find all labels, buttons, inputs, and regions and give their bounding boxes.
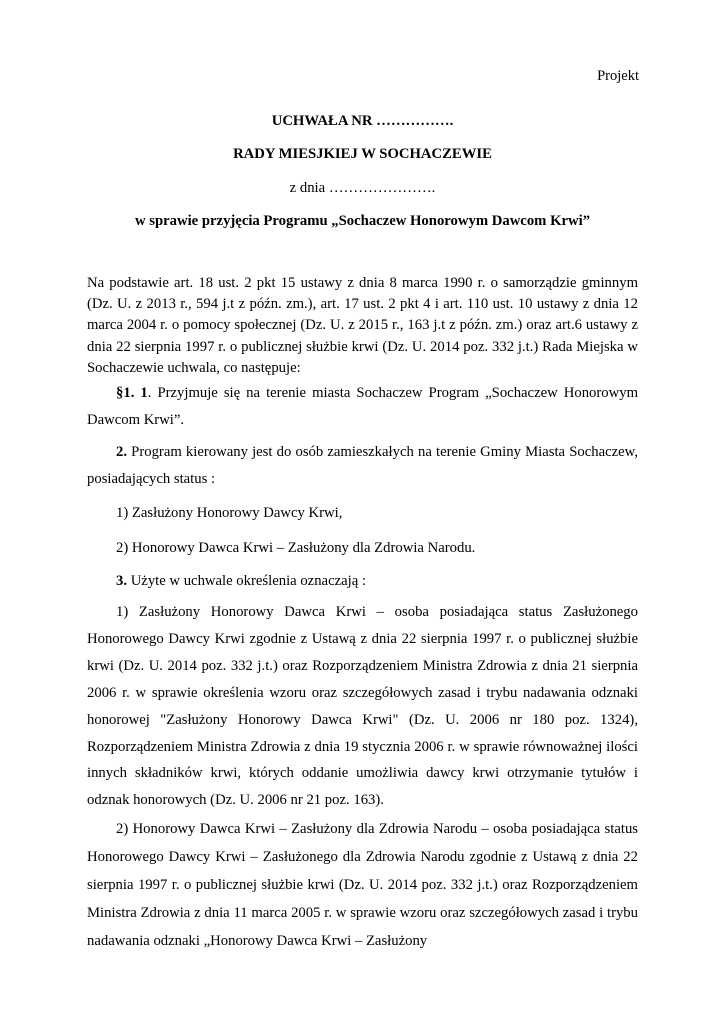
council-name: RADY MIESJKIEJ W SOCHACZEWIE xyxy=(233,146,492,162)
legal-basis-paragraph: Na podstawie art. 18 ust. 2 pkt 15 ustawy z dnia 8 marca 1990 r. o samorządzie gminnym (Dz. U. z 2013 r., 594 j.t z późn. zm.), art. 17 ust. 2 pkt 4 i art. 110 ust. 10 ustawy z dnia 12 marca 2004 r. o pomocy społecznej (Dz. U. z 2015 r., 163 j.t z późn. zm.) oraz art.6 ustawy z dnia 22 sierpnia 1997 r. o publicznej służbie krwi (Dz. U. 2014 poz. 332 j.t.) Rada Miejska w Sochaczewie uchwala, co następuje: xyxy=(87,275,638,376)
status-item: 2) Honorowy Dawca Krwi – Zasłużony dla Zdrowia Narodu. xyxy=(116,540,476,556)
point-3-paragraph xyxy=(87,568,638,595)
point-2-text: Program kierowany jest do osób zamieszkałych na terenie Gminy Miasta Sochaczew, posiadających status : xyxy=(87,444,638,487)
definition-paragraph: 1) Zasłużony Honorowy Dawca Krwi – osoba posiadająca status Zasłużonego Honorowego Dawcy Krwi zgodnie z Ustawą z dnia 22 sierpnia 1997 r. o publicznej służbie krwi (Dz. U. 2014 poz. 332 j.t.) oraz Rozporządzeniem Ministra Zdrowia z dnia 21 sierpnia 2006 r. w sprawie określenia wzoru oraz szczegółowych zasad i trybu nadawania odznaki honorowej "Zasłużony Honorowy Dawca Krwi" (Dz. U. 2006 nr 180 poz. 1324), Rozporządzeniem Ministra Zdrowia z dnia 19 stycznia 2006 r. w sprawie równoważnej ilości innych składników krwi, których oddanie umożliwia dawcy krwi otrzymanie tytułów i odznak honorowych (Dz. U. 2006 nr 21 poz. 163). xyxy=(87,604,638,809)
resolution-title: UCHWAŁA NR ……………. xyxy=(271,113,454,129)
point-2-label: 2. xyxy=(116,444,128,460)
point-3-label: 3. xyxy=(116,573,128,589)
projekt-label: Projekt xyxy=(597,68,639,84)
definition-paragraph: 2) Honorowy Dawca Krwi – Zasłużony dla Zdrowia Narodu – osoba posiadająca status Honorowego Dawcy Krwi – Zasłużonego dla Zdrowia Narodu zgodnie z Ustawą z dnia 22 sierpnia 1997 r. o publicznej służbie krwi (Dz. U. 2014 poz. 332 j.t.) oraz Rozporządzeniem Ministra Zdrowia z dnia 11 marca 2005 r. w sprawie wzoru oraz szczegółowych zasad i trybu nadawania odznaki „Honorowy Dawca Krwi – Zasłużony xyxy=(87,821,638,949)
point-3-text: Użyte w uchwale określenia oznaczają : xyxy=(127,573,366,589)
section-1-label: §1. 1 xyxy=(116,385,148,401)
section-1-text: . Przyjmuje się na terenie miasta Sochaczew Program „Sochaczew Honorowym Dawcom Krwi”. xyxy=(87,385,638,428)
resolution-subject: w sprawie przyjęcia Programu „Sochaczew Honorowym Dawcom Krwi” xyxy=(134,213,591,229)
status-item: 1) Zasłużony Honorowy Dawcy Krwi, xyxy=(116,505,343,521)
date-line: z dnia …………………. xyxy=(289,180,436,196)
section-1-paragraph xyxy=(87,380,638,434)
point-2-paragraph xyxy=(87,439,638,493)
